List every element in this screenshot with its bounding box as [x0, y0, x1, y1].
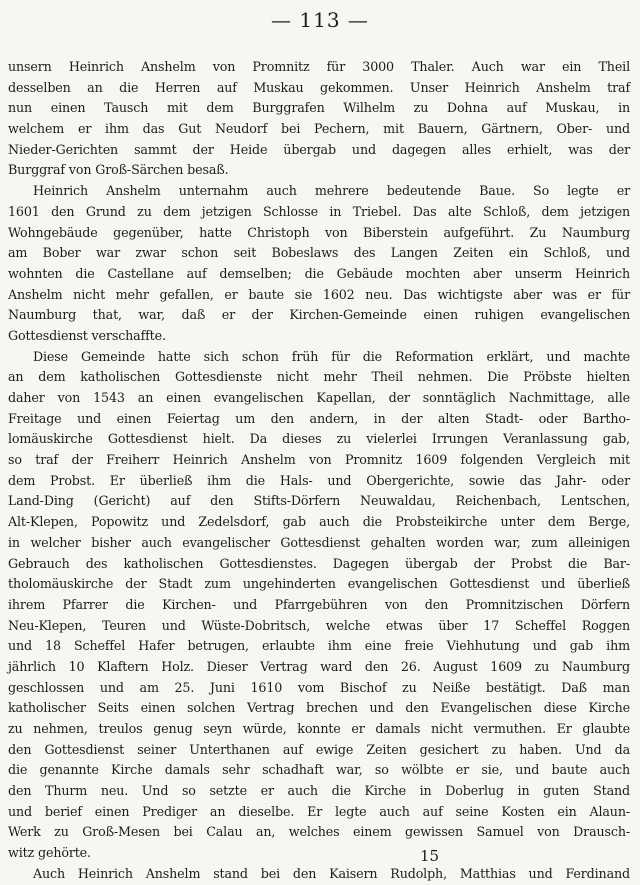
- text-line: ihrem Pfarrer die Kirchen- und Pfarrgebühren von den Promnitzischen Dörfern: [8, 596, 630, 612]
- text-line: die genannte Kirche damals sehr schadhaft war, so wölbte er sie, und baute auch: [8, 762, 630, 778]
- text-line: den Thurm neu. Und so setzte er auch die Kirche in Doberlug in guten Stand: [8, 783, 630, 799]
- text-line: Freitage und einen Feiertag um den andern, in der alten Stadt- oder Bartho-: [8, 410, 630, 426]
- text-line: am Bober war zwar schon seit Bobeslaws des Langen Zeiten ein Schloß, und: [8, 245, 630, 261]
- text-line: Naumburg that, war, daß er der Kirchen-Gemeinde einen ruhigen evangelischen: [8, 307, 630, 323]
- text-line: tholomäuskirche der Stadt zum ungehinderten evangelischen Gottesdienst und überließ: [8, 576, 630, 592]
- text-line: an dem katholischen Gottesdienste nicht mehr Theil nehmen. Die Pröbste hielten: [8, 369, 630, 385]
- text-line: Anshelm nicht mehr gefallen, er baute sie 1602 neu. Das wichtigste aber was er für: [8, 286, 630, 302]
- text-line: Land-Ding (Gericht) auf den Stifts-Dörfern Neuwaldau, Reichenbach, Lentschen,: [8, 493, 630, 509]
- text-line: Alt-Klepen, Popowitz und Zedelsdorf, gab auch die Probsteikirche unter dem Berge,: [8, 514, 630, 530]
- text-line: Nieder-Gerichten sammt der Heide übergab und dagegen alles erhielt, was der: [8, 141, 630, 157]
- text-line: Auch Heinrich Anshelm stand bei den Kaisern Rudolph, Matthias und Ferdinand: [33, 865, 630, 881]
- text-line: wohnten die Castellane auf demselben; die Gebäude mochten aber unserm Heinrich: [8, 265, 630, 281]
- text-line: dem Probst. Er überließ ihm die Hals- und Obergerichte, sowie das Jahr- oder: [8, 472, 630, 488]
- text-line: nun einen Tausch mit dem Burggrafen Wilhelm zu Dohna auf Muskau, in: [8, 100, 630, 116]
- text-line: desselben an die Herren auf Muskau gekommen. Unser Heinrich Anshelm traf: [8, 79, 630, 95]
- page-header: — 113 —: [271, 8, 369, 32]
- text-line: geschlossen und am 25. Juni 1610 vom Bischof zu Neiße bestätigt. Daß man: [8, 679, 630, 695]
- text-line: Wohngebäude gegenüber, hatte Christoph von Biberstein aufgeführt. Zu Naumburg: [8, 224, 630, 240]
- text-line: den Gottesdienst seiner Unterthanen auf ewige Zeiten gesichert zu haben. Und da: [8, 741, 630, 757]
- text-line: Neu-Klepen, Teuren und Wüste-Dobritsch, welche etwas über 17 Scheffel Roggen: [8, 617, 630, 633]
- text-line: Werk zu Groß-Mesen bei Calau an, welches einem gewissen Samuel von Drausch-: [8, 824, 630, 840]
- body-text: [8, 57, 630, 885]
- text-line: witz gehörte.: [8, 845, 91, 861]
- text-line: 1601 den Grund zu dem jetzigen Schlosse in Triebel. Das alte Schloß, dem jetzigen: [8, 203, 630, 219]
- text-line: so traf der Freiherr Heinrich Anshelm von Promnitz 1609 folgenden Vergleich mit: [8, 452, 630, 468]
- text-line: zu nehmen, treulos genug seyn würde, konnte er damals nicht vermuthen. Er glaubte: [8, 721, 630, 736]
- text-line: lomäuskirche Gottesdienst hielt. Da dieses zu vielerlei Irrungen Veranlassung gab,: [8, 431, 630, 447]
- text-line: und 18 Scheffel Hafer betrugen, erlaubte ihm eine freie Viehhutung und gab ihm: [8, 638, 630, 654]
- printer-signature-mark: 15: [420, 847, 440, 865]
- text-line: unsern Heinrich Anshelm von Promnitz für 3000 Thaler. Auch war ein Theil: [8, 59, 630, 74]
- text-line: daher von 1543 an einen evangelischen Kapellan, der sonntäglich Nachmittage, alle: [8, 390, 630, 405]
- text-line: Heinrich Anshelm unternahm auch mehrere bedeutende Baue. So legte er: [33, 183, 630, 199]
- text-line: welchem er ihm das Gut Neudorf bei Pechern, mit Bauern, Gärtnern, Ober- und: [8, 121, 630, 137]
- text-line: und berief einen Prediger an dieselbe. Er legte auch auf seine Kosten ein Alaun-: [8, 803, 630, 819]
- text-line: Gebrauch des katholischen Gottesdienstes. Dagegen übergab der Probst die Bar-: [8, 555, 630, 571]
- text-line: Gottesdienst verschaffte.: [8, 327, 166, 343]
- text-line: in welcher bisher auch evangelischer Gottesdienst gehalten worden war, zum alleinigen: [8, 534, 630, 550]
- text-line: katholischer Seits einen solchen Vertrag brechen und den Evangelischen diese Kirche: [8, 700, 630, 716]
- text-line: Diese Gemeinde hatte sich schon früh für die Reformation erklärt, und machte: [33, 348, 630, 364]
- text-line: Burggraf von Groß-Särchen besaß.: [8, 162, 229, 178]
- text-line: jährlich 10 Klaftern Holz. Dieser Vertrag ward den 26. August 1609 zu Naumburg: [8, 658, 630, 674]
